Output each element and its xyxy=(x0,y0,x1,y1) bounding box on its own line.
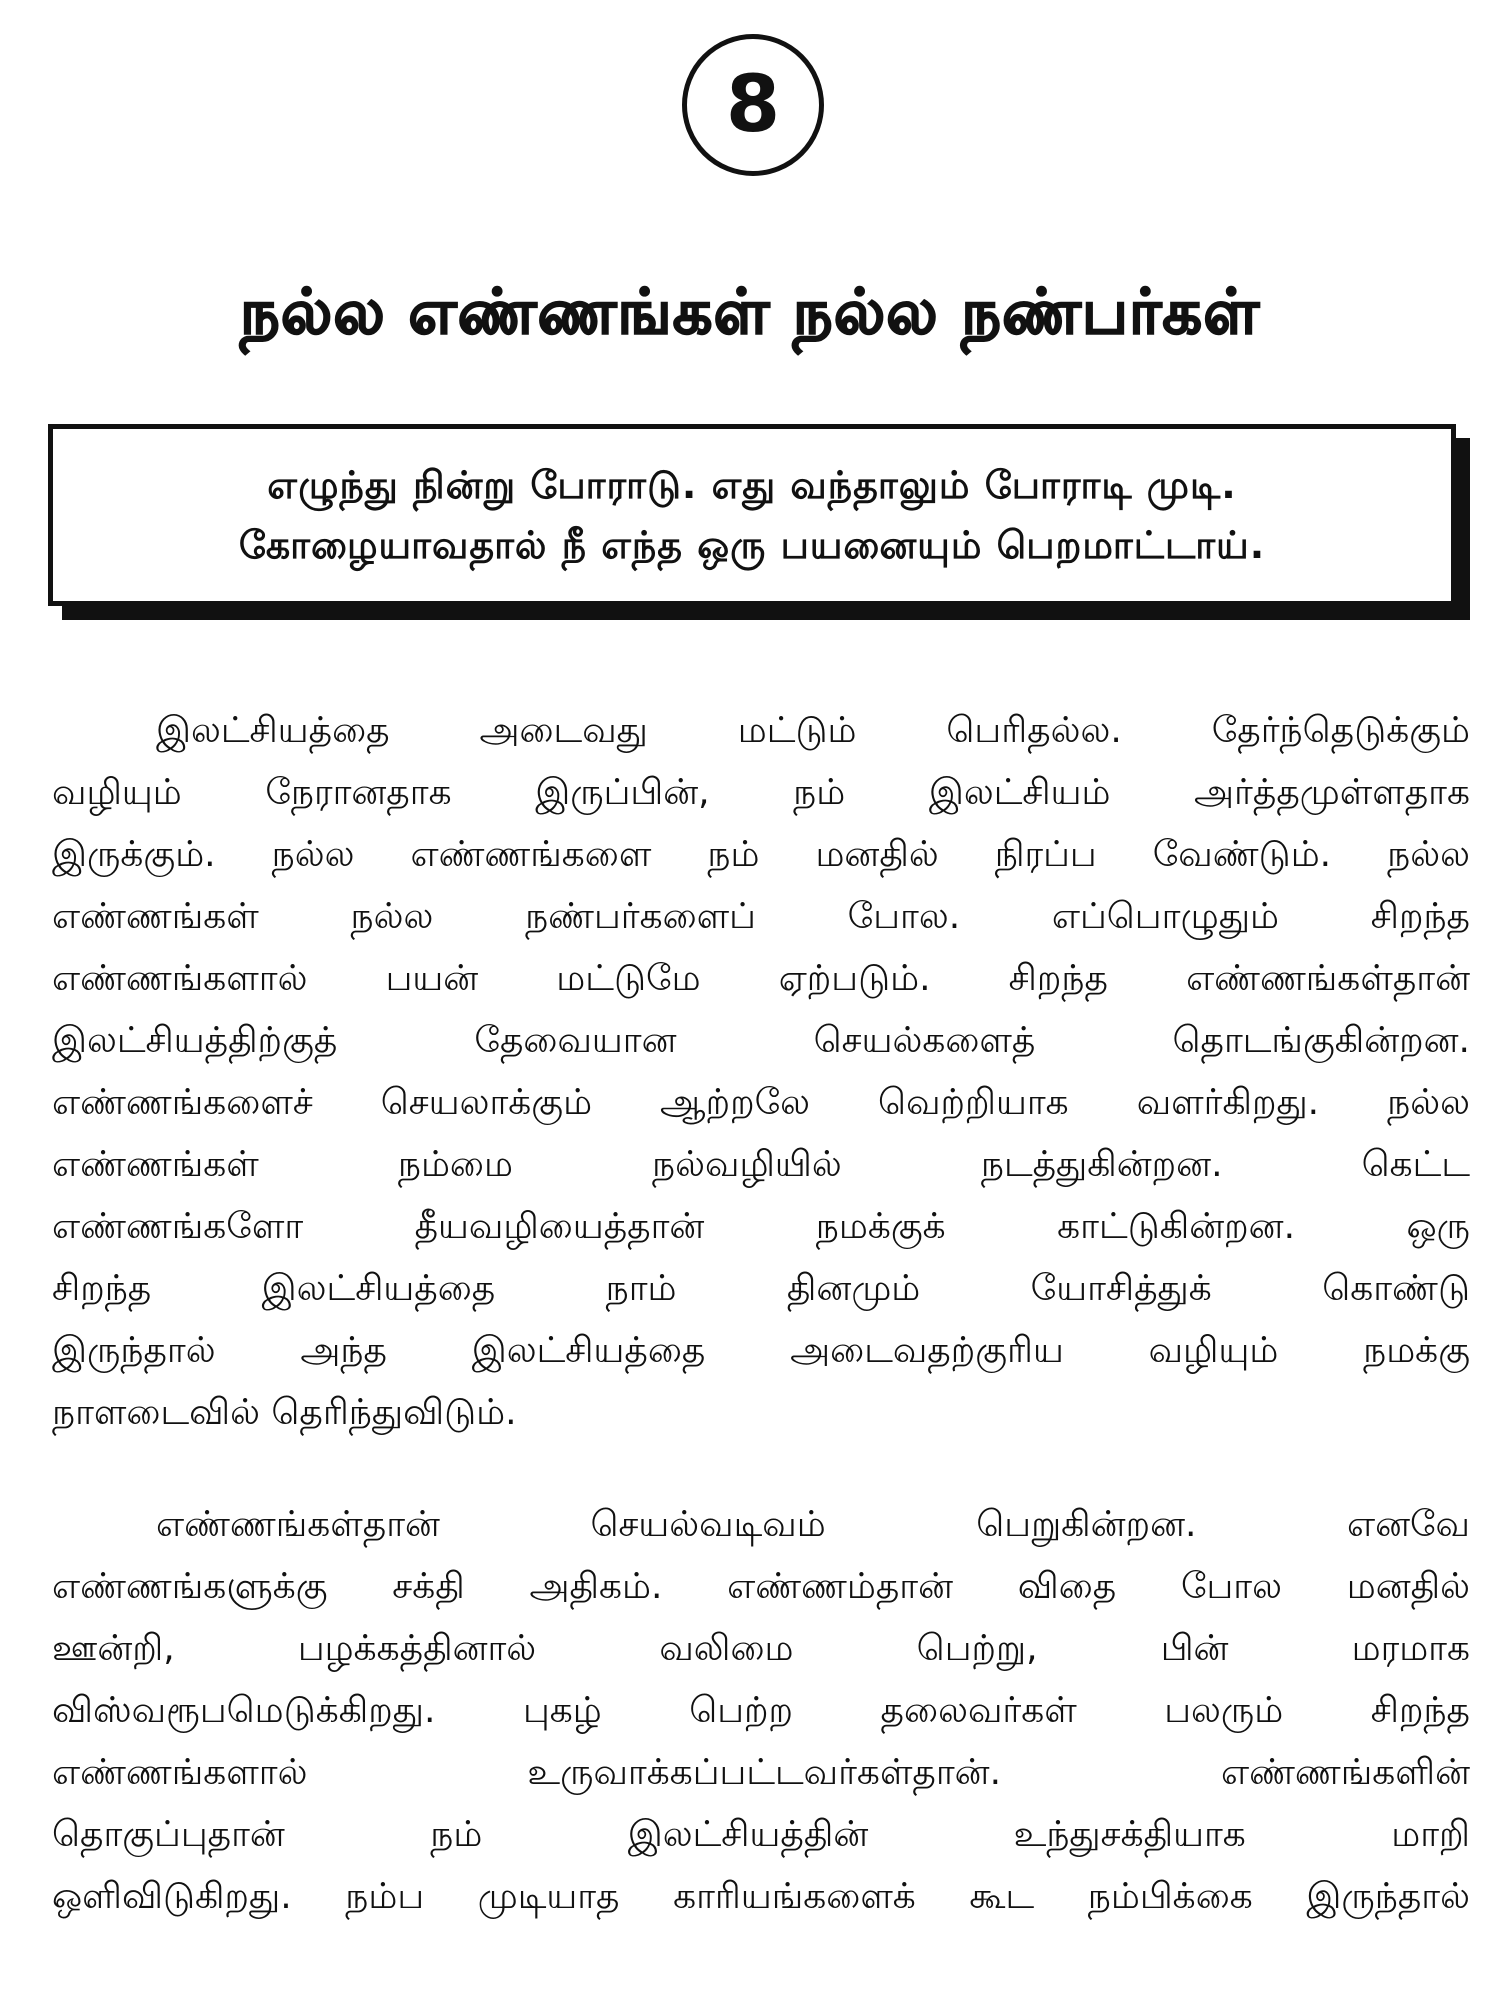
paragraph-line: எண்ணங்கள்தான் செயல்வடிவம் பெறுகின்றன. எனவே xyxy=(156,1504,1470,1545)
paragraph-line: நாளடைவில் தெரிந்துவிடும். xyxy=(52,1392,517,1433)
paragraph-line: வழியும் நேரானதாக இருப்பின், நம் இலட்சியம் அர்த்தமுள்ளதாக xyxy=(52,772,1470,813)
paragraph-line: எண்ணங்களுக்கு சக்தி அதிகம். எண்ணம்தான் விதை போல மனதில் xyxy=(52,1566,1470,1607)
chapter-number-badge xyxy=(682,34,824,176)
paragraph-line: இலட்சியத்திற்குத் தேவையான செயல்களைத் தொடங்குகின்றன. xyxy=(52,1020,1470,1061)
quote-line: கோழையாவதால் நீ எந்த ஒரு பயனையும் பெறமாட்டாய். xyxy=(238,523,1266,567)
paragraph-line: விஸ்வரூபமெடுக்கிறது. புகழ் பெற்ற தலைவர்கள் பலரும் சிறந்த xyxy=(52,1690,1470,1731)
paragraph-line: ஒளிவிடுகிறது. நம்ப முடியாத காரியங்களைக் கூட நம்பிக்கை இருந்தால் xyxy=(52,1876,1470,1917)
paragraph-line: தொகுப்புதான் நம் இலட்சியத்தின் உந்துசக்தியாக மாறி xyxy=(52,1814,1470,1855)
paragraph-line: இருக்கும். நல்ல எண்ணங்களை நம் மனதில் நிரப்ப வேண்டும். நல்ல xyxy=(52,834,1470,875)
paragraph-line: எண்ணங்கள் நல்ல நண்பர்களைப் போல. எப்பொழுதும் சிறந்த xyxy=(52,896,1470,937)
chapter-title: நல்ல எண்ணங்கள் நல்ல நண்பர்கள் xyxy=(239,275,1261,348)
paragraph-line: ஊன்றி, பழக்கத்தினால் வலிமை பெற்று, பின் மரமாக xyxy=(52,1628,1470,1669)
paragraph-line: இருந்தால் அந்த இலட்சியத்தை அடைவதற்குரிய வழியும் நமக்கு xyxy=(52,1330,1470,1371)
paragraph-2 xyxy=(52,1494,1470,1928)
chapter-number: 8 xyxy=(725,60,781,150)
paragraph-line: எண்ணங்கள் நம்மை நல்வழியில் நடத்துகின்றன. கெட்ட xyxy=(52,1144,1470,1185)
paragraph-line: சிறந்த இலட்சியத்தை நாம் தினமும் யோசித்துக் கொண்டு xyxy=(52,1268,1470,1309)
paragraph-line: எண்ணங்களைச் செயலாக்கும் ஆற்றலே வெற்றியாக வளர்கிறது. நல்ல xyxy=(52,1082,1470,1123)
quote-box xyxy=(48,424,1456,606)
paragraph-line: எண்ணங்களால் உருவாக்கப்பட்டவர்கள்தான். எண்ணங்களின் xyxy=(52,1752,1470,1793)
paragraph-1 xyxy=(52,700,1470,1444)
paragraph-line: எண்ணங்களால் பயன் மட்டுமே ஏற்படும். சிறந்த எண்ணங்கள்தான் xyxy=(52,958,1470,999)
paragraph-line: எண்ணங்களோ தீயவழியைத்தான் நமக்குக் காட்டுகின்றன. ஒரு xyxy=(52,1206,1470,1247)
paragraph-line: இலட்சியத்தை அடைவது மட்டும் பெரிதல்ல. தேர்ந்தெடுக்கும் xyxy=(156,710,1470,751)
quote-line: எழுந்து நின்று போராடு. எது வந்தாலும் போராடி முடி. xyxy=(267,463,1237,507)
